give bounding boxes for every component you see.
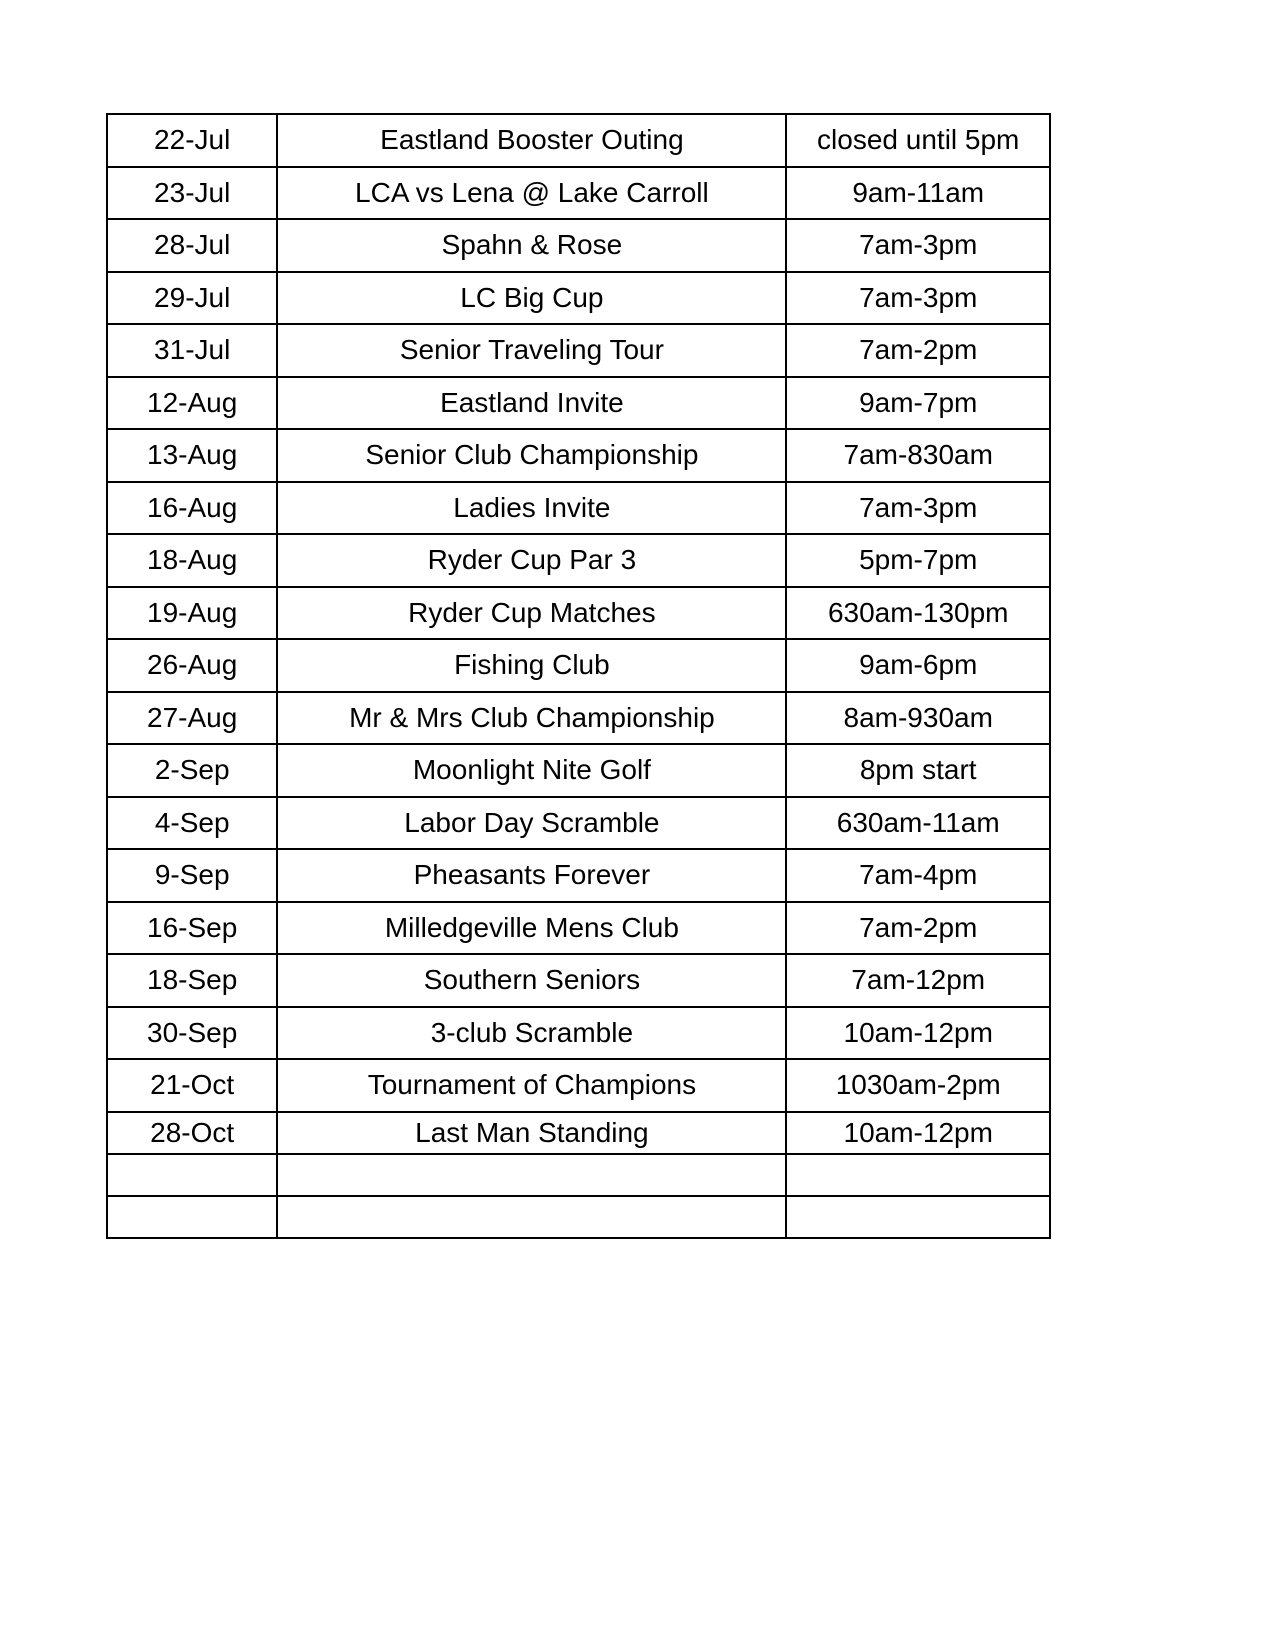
table-row (107, 1059, 1050, 1112)
date-cell (107, 1196, 277, 1238)
date-cell: 28-Oct (107, 1112, 277, 1154)
time-cell: 7am-2pm (786, 902, 1050, 955)
event-cell: LC Big Cup (277, 272, 786, 325)
date-cell: 13-Aug (107, 429, 277, 482)
table-row (107, 849, 1050, 902)
time-cell: 7am-3pm (786, 272, 1050, 325)
event-cell: Pheasants Forever (277, 849, 786, 902)
table-row (107, 1112, 1050, 1154)
time-cell: 7am-3pm (786, 219, 1050, 272)
time-cell: closed until 5pm (786, 114, 1050, 167)
event-cell: Senior Traveling Tour (277, 324, 786, 377)
date-cell: 22-Jul (107, 114, 277, 167)
time-cell: 10am-12pm (786, 1112, 1050, 1154)
time-cell (786, 1154, 1050, 1196)
table-row (107, 797, 1050, 850)
date-cell: 16-Sep (107, 902, 277, 955)
event-cell: Moonlight Nite Golf (277, 744, 786, 797)
date-cell: 26-Aug (107, 639, 277, 692)
time-cell (786, 1196, 1050, 1238)
time-cell: 7am-4pm (786, 849, 1050, 902)
date-cell: 2-Sep (107, 744, 277, 797)
table-row (107, 692, 1050, 745)
date-cell: 9-Sep (107, 849, 277, 902)
date-cell: 29-Jul (107, 272, 277, 325)
time-cell: 8am-930am (786, 692, 1050, 745)
table-row (107, 324, 1050, 377)
event-cell (277, 1154, 786, 1196)
time-cell: 1030am-2pm (786, 1059, 1050, 1112)
events-schedule-table (106, 113, 1051, 1239)
table-row (107, 377, 1050, 430)
time-cell: 5pm-7pm (786, 534, 1050, 587)
time-cell: 8pm start (786, 744, 1050, 797)
date-cell: 12-Aug (107, 377, 277, 430)
time-cell: 7am-2pm (786, 324, 1050, 377)
date-cell: 31-Jul (107, 324, 277, 377)
event-cell: Ladies Invite (277, 482, 786, 535)
table-row (107, 114, 1050, 167)
time-cell: 9am-6pm (786, 639, 1050, 692)
event-cell: Ryder Cup Par 3 (277, 534, 786, 587)
table-row (107, 902, 1050, 955)
event-cell (277, 1196, 786, 1238)
date-cell (107, 1154, 277, 1196)
table-row (107, 639, 1050, 692)
event-cell: LCA vs Lena @ Lake Carroll (277, 167, 786, 220)
table-row (107, 587, 1050, 640)
date-cell: 23-Jul (107, 167, 277, 220)
event-cell: Milledgeville Mens Club (277, 902, 786, 955)
table-row (107, 167, 1050, 220)
time-cell: 10am-12pm (786, 1007, 1050, 1060)
date-cell: 4-Sep (107, 797, 277, 850)
time-cell: 7am-830am (786, 429, 1050, 482)
date-cell: 30-Sep (107, 1007, 277, 1060)
table-row (107, 482, 1050, 535)
time-cell: 630am-11am (786, 797, 1050, 850)
empty-table-row (107, 1154, 1050, 1196)
time-cell: 7am-12pm (786, 954, 1050, 1007)
event-cell: Ryder Cup Matches (277, 587, 786, 640)
date-cell: 16-Aug (107, 482, 277, 535)
event-cell: 3-club Scramble (277, 1007, 786, 1060)
date-cell: 28-Jul (107, 219, 277, 272)
event-cell: Spahn & Rose (277, 219, 786, 272)
event-cell: Last Man Standing (277, 1112, 786, 1154)
table-row (107, 534, 1050, 587)
event-cell: Southern Seniors (277, 954, 786, 1007)
date-cell: 19-Aug (107, 587, 277, 640)
event-cell: Eastland Invite (277, 377, 786, 430)
empty-table-row (107, 1196, 1050, 1238)
date-cell: 27-Aug (107, 692, 277, 745)
event-cell: Fishing Club (277, 639, 786, 692)
date-cell: 18-Sep (107, 954, 277, 1007)
time-cell: 9am-7pm (786, 377, 1050, 430)
date-cell: 21-Oct (107, 1059, 277, 1112)
event-cell: Eastland Booster Outing (277, 114, 786, 167)
event-cell: Senior Club Championship (277, 429, 786, 482)
time-cell: 9am-11am (786, 167, 1050, 220)
time-cell: 7am-3pm (786, 482, 1050, 535)
table-row (107, 429, 1050, 482)
table-row (107, 744, 1050, 797)
date-cell: 18-Aug (107, 534, 277, 587)
table-row (107, 954, 1050, 1007)
event-cell: Tournament of Champions (277, 1059, 786, 1112)
table-row (107, 272, 1050, 325)
table-row (107, 219, 1050, 272)
event-cell: Mr & Mrs Club Championship (277, 692, 786, 745)
table-row (107, 1007, 1050, 1060)
event-cell: Labor Day Scramble (277, 797, 786, 850)
time-cell: 630am-130pm (786, 587, 1050, 640)
